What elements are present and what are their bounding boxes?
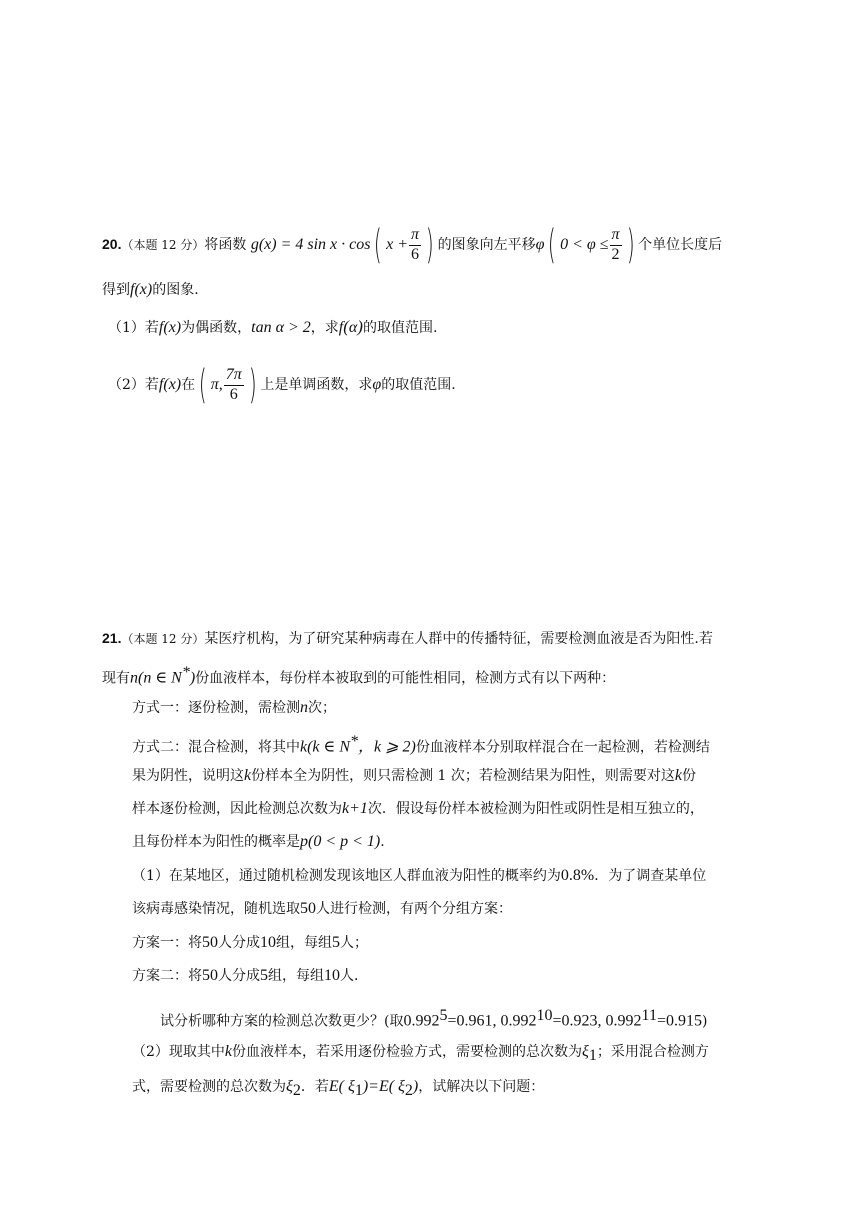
q20-part2: （2）若f(x)在( π, $\frac{7\pi}{6}$ ) 上是单调函数，求φ的取值范围. — [108, 362, 456, 408]
q20-line1: 20.（本题 12 分）将函数 g(x) = 4 sin x · cos( x + $\frac{\pi}{6}$ ) 的图象向左平移φ( 0 < φ ≤ $\frac{\pi}{2}$ ) 个单位长度后 — [102, 222, 723, 268]
q21-method2: 方式二：混合检测，将其中k(k ∈ N*，k ⩾ 2)份血液样本分别取样混合在一起检测，若检测结 — [132, 733, 710, 756]
q21-number: 21. — [102, 630, 122, 646]
q20-number: 20. — [102, 236, 122, 252]
q21-try-analysis: 试分析哪种方案的检测总次数更少？(取$0.992^5=0.961$, $0.992^{10}=0.923$, $0.992^{11}=0.915$) — [160, 1007, 708, 1030]
q21-sub2: （2）现取其中k份血液样本，若采用逐份检验方式，需要检测的总次数为$\xi_1$；采用混合检测方 — [132, 1043, 709, 1064]
q20-fraction-pi-6: $\frac{\pi}{6}$ — [411, 226, 420, 263]
q21-method2-cont1: 果为阴性，说明这k份样本全为阴性，则只需检测 1 次；若检测结果为阳性，则需要对这k份 — [132, 767, 697, 784]
q21-method2-cont2: 样本逐份检测，因此检测总次数为k+1次．假设每份样本被检测为阳性或阴性是相互独立的， — [132, 800, 704, 817]
q20-function: g(x) = 4 sin x · cos — [250, 236, 371, 253]
q21-plan1: 方案一：将50人分成10组，每组5人； — [132, 934, 368, 951]
q21-points: （本题 12 分） — [121, 632, 205, 646]
q21-line2: 现有n(n ∈ N*)份血液样本，每份样本被取到的可能性相同，检测方式有以下两种： — [102, 664, 616, 687]
q21-plan2: 方案二：将50人分成5组，每组10人． — [132, 967, 368, 984]
q20-fraction-7pi-6: $\frac{7\pi}{6}$ — [225, 366, 242, 403]
q20-line2: 得到f(x)的图象. — [102, 281, 199, 298]
q21-line1: 21.（本题 12 分）某医疗机构，为了研究某种病毒在人群中的传播特征，需要检测血液是否为阳性.若 — [102, 630, 713, 647]
q21-sub1: （1）在某地区，通过随机检测发现该地区人群血液为阳性的概率约为0.8%．为了调查某单位 — [132, 867, 707, 884]
q20-points: （本题 12 分） — [121, 238, 205, 252]
q21-sub1-cont: 该病毒感染情况，随机选取50人进行检测，有两个分组方案： — [132, 900, 512, 917]
q21-method2-cont3: 且每份样本为阳性的概率是p(0 < p < 1). — [132, 833, 385, 850]
q21-sub2-cont: 式，需要检测的总次数为$\xi_2$．若E( $\xi_1)=E$( $\xi_2$)，试解决以下问题： — [132, 1078, 545, 1099]
q21-method1: 方式一：逐份检测，需检测n次； — [132, 699, 336, 716]
q20-fraction-pi-2: $\frac{\pi}{2}$ — [611, 226, 620, 263]
q20-part1: （1）若f(x)为偶函数，tan α > 2，求f(α)的取值范围. — [108, 317, 438, 336]
